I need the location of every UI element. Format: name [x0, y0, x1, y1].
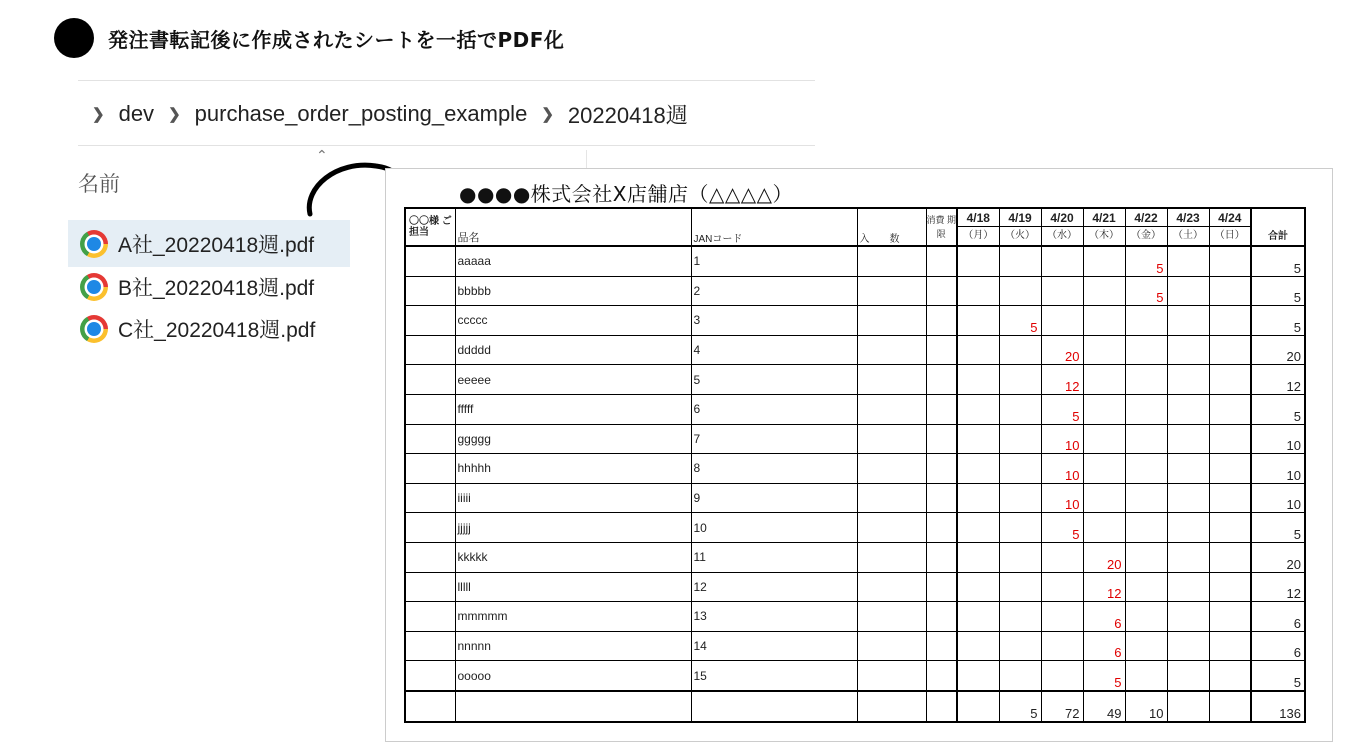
cell-quantity-per-case: [857, 454, 926, 484]
cell-empty: [857, 691, 926, 722]
table-row: [405, 483, 1305, 513]
table-row: [405, 513, 1305, 543]
cell-item-name: ooooo: [455, 661, 691, 691]
cell-day-quantity: [1167, 542, 1209, 572]
cell-day-quantity: [1083, 454, 1125, 484]
cell-expiry: [926, 335, 957, 365]
cell-day-quantity: [957, 631, 999, 661]
cell-tanto: [405, 365, 455, 395]
cell-day-quantity: [1083, 335, 1125, 365]
table-row: [405, 246, 1305, 276]
cell-day-quantity: [1041, 246, 1083, 276]
cell-day-quantity: [1125, 454, 1167, 484]
file-name: A社_20220418週.pdf: [118, 233, 315, 257]
bullet-dot-icon: [54, 18, 94, 58]
cell-day-quantity: 5: [1083, 661, 1125, 691]
cell-day-quantity: [957, 306, 999, 336]
cell-tanto: [405, 542, 455, 572]
cell-day-quantity: [1209, 246, 1251, 276]
cell-day-quantity: 10: [1041, 483, 1083, 513]
cell-day-quantity: [1167, 335, 1209, 365]
chevron-right-icon: ❯: [168, 106, 181, 123]
cell-day-quantity: [999, 483, 1041, 513]
cell-tanto: [405, 424, 455, 454]
cell-row-total: 5: [1251, 276, 1305, 306]
cell-day-total: 10: [1125, 691, 1167, 722]
cell-day-quantity: [999, 424, 1041, 454]
cell-tanto: [405, 483, 455, 513]
cell-expiry: [926, 424, 957, 454]
document-title: ●●●●株式会社X店舗店（△△△△）: [459, 182, 794, 206]
cell-tanto: [405, 306, 455, 336]
cell-expiry: [926, 306, 957, 336]
cell-day-quantity: [1125, 513, 1167, 543]
column-header-name[interactable]: 名前: [78, 172, 120, 196]
cell-day-quantity: [1167, 483, 1209, 513]
cell-quantity-per-case: [857, 335, 926, 365]
cell-tanto: [405, 513, 455, 543]
header-jan-code: JANコード: [691, 208, 857, 246]
cell-day-quantity: [1083, 424, 1125, 454]
cell-day-quantity: 12: [1083, 572, 1125, 602]
table-row: [405, 394, 1305, 424]
cell-day-quantity: [957, 483, 999, 513]
cell-day-quantity: 5: [999, 306, 1041, 336]
header-item-name: 品名: [455, 208, 691, 246]
table-row: [405, 365, 1305, 395]
cell-item-name: jjjjj: [455, 513, 691, 543]
breadcrumb-item-week[interactable]: 20220418週: [567, 102, 688, 128]
table-row: [405, 276, 1305, 306]
header-date: 4/20 （水）: [1041, 208, 1083, 246]
cell-row-total: 6: [1251, 602, 1305, 632]
cell-tanto: [405, 394, 455, 424]
cell-tanto: [405, 572, 455, 602]
table-row: [405, 454, 1305, 484]
cell-tanto: [405, 276, 455, 306]
cell-quantity-per-case: [857, 483, 926, 513]
cell-day-quantity: [1209, 661, 1251, 691]
cell-day-quantity: [1209, 513, 1251, 543]
cell-day-quantity: 10: [1041, 424, 1083, 454]
cell-item-name: kkkkk: [455, 542, 691, 572]
file-item[interactable]: [68, 264, 350, 309]
cell-day-quantity: 12: [1041, 365, 1083, 395]
cell-quantity-per-case: [857, 513, 926, 543]
file-name: B社_20220418週.pdf: [118, 276, 315, 300]
cell-day-quantity: [999, 394, 1041, 424]
cell-day-quantity: [957, 424, 999, 454]
cell-expiry: [926, 365, 957, 395]
cell-day-quantity: [1083, 483, 1125, 513]
cell-jan-code: 5: [691, 365, 857, 395]
cell-day-quantity: [1209, 572, 1251, 602]
cell-jan-code: 8: [691, 454, 857, 484]
file-name: C社_20220418週.pdf: [118, 318, 316, 342]
header-date: 4/23 （土）: [1167, 208, 1209, 246]
purchase-order-table: [404, 207, 1306, 723]
cell-item-name: lllll: [455, 572, 691, 602]
cell-day-quantity: [1167, 365, 1209, 395]
cell-day-quantity: [1167, 306, 1209, 336]
cell-expiry: [926, 483, 957, 513]
cell-item-name: ggggg: [455, 424, 691, 454]
cell-day-quantity: [1209, 454, 1251, 484]
cell-jan-code: 11: [691, 542, 857, 572]
cell-quantity-per-case: [857, 631, 926, 661]
cell-day-quantity: [999, 572, 1041, 602]
breadcrumb-item-project[interactable]: purchase_order_posting_example: [194, 101, 528, 126]
cell-quantity-per-case: [857, 572, 926, 602]
cell-day-quantity: [1167, 246, 1209, 276]
cell-day-quantity: [1209, 602, 1251, 632]
cell-day-total: [1167, 691, 1209, 722]
cell-quantity-per-case: [857, 365, 926, 395]
cell-expiry: [926, 513, 957, 543]
cell-day-quantity: [1209, 424, 1251, 454]
cell-expiry: [926, 602, 957, 632]
cell-day-quantity: [1209, 483, 1251, 513]
cell-day-quantity: [1041, 276, 1083, 306]
cell-jan-code: 14: [691, 631, 857, 661]
cell-row-total: 12: [1251, 365, 1305, 395]
cell-day-quantity: [1125, 365, 1167, 395]
cell-day-quantity: [1125, 572, 1167, 602]
cell-day-quantity: [1125, 335, 1167, 365]
cell-item-name: ddddd: [455, 335, 691, 365]
cell-day-total: 49: [1083, 691, 1125, 722]
cell-day-quantity: [1125, 424, 1167, 454]
cell-day-quantity: [1167, 513, 1209, 543]
breadcrumb-item-dev[interactable]: dev: [118, 101, 155, 126]
table-row: [405, 306, 1305, 336]
cell-day-quantity: [1041, 306, 1083, 336]
cell-row-total: 5: [1251, 394, 1305, 424]
table-row: [405, 602, 1305, 632]
cell-item-name: ccccc: [455, 306, 691, 336]
cell-quantity-per-case: [857, 424, 926, 454]
cell-day-quantity: [1083, 306, 1125, 336]
cell-day-quantity: [957, 335, 999, 365]
cell-day-quantity: [1083, 394, 1125, 424]
cell-quantity-per-case: [857, 602, 926, 632]
cell-expiry: [926, 394, 957, 424]
chrome-icon: [80, 315, 108, 343]
cell-row-total: 5: [1251, 513, 1305, 543]
explorer-divider: [78, 145, 815, 146]
cell-row-total: 6: [1251, 631, 1305, 661]
cell-expiry: [926, 572, 957, 602]
cell-quantity-per-case: [857, 394, 926, 424]
cell-day-quantity: [999, 454, 1041, 484]
cell-day-quantity: [999, 513, 1041, 543]
cell-jan-code: 3: [691, 306, 857, 336]
cell-day-quantity: [957, 661, 999, 691]
cell-day-quantity: [1209, 276, 1251, 306]
cell-day-total: [957, 691, 999, 722]
cell-day-quantity: [999, 602, 1041, 632]
cell-day-quantity: 20: [1083, 542, 1125, 572]
cell-day-quantity: 5: [1125, 276, 1167, 306]
cell-jan-code: 15: [691, 661, 857, 691]
cell-row-total: 20: [1251, 542, 1305, 572]
cell-day-quantity: [1083, 246, 1125, 276]
section-heading: [54, 18, 564, 58]
cell-day-quantity: [1125, 483, 1167, 513]
cell-day-quantity: [957, 246, 999, 276]
table-row: [405, 542, 1305, 572]
cell-item-name: fffff: [455, 394, 691, 424]
cell-row-total: 10: [1251, 424, 1305, 454]
cell-grand-total: 136: [1251, 691, 1305, 722]
cell-jan-code: 1: [691, 246, 857, 276]
cell-day-quantity: [1083, 513, 1125, 543]
cell-day-quantity: [957, 394, 999, 424]
cell-day-quantity: [999, 365, 1041, 395]
cell-jan-code: 7: [691, 424, 857, 454]
cell-expiry: [926, 454, 957, 484]
cell-day-total: 5: [999, 691, 1041, 722]
cell-row-total: 10: [1251, 483, 1305, 513]
cell-item-name: mmmmm: [455, 602, 691, 632]
cell-day-quantity: [1041, 542, 1083, 572]
cell-day-quantity: [999, 542, 1041, 572]
header-date: 4/19 （火）: [999, 208, 1041, 246]
cell-quantity-per-case: [857, 306, 926, 336]
cell-day-quantity: [1083, 365, 1125, 395]
cell-day-quantity: 5: [1041, 394, 1083, 424]
cell-row-total: 5: [1251, 661, 1305, 691]
cell-quantity-per-case: [857, 276, 926, 306]
table-row: [405, 335, 1305, 365]
cell-day-quantity: [1125, 306, 1167, 336]
cell-jan-code: 9: [691, 483, 857, 513]
cell-day-quantity: [1083, 276, 1125, 306]
cell-tanto: [405, 602, 455, 632]
chrome-icon: [80, 230, 108, 258]
cell-day-quantity: [1041, 631, 1083, 661]
cell-quantity-per-case: [857, 661, 926, 691]
cell-row-total: 10: [1251, 454, 1305, 484]
cell-item-name: nnnnn: [455, 631, 691, 661]
cell-day-total: [1209, 691, 1251, 722]
cell-empty: [455, 691, 691, 722]
cell-day-quantity: [1167, 394, 1209, 424]
cell-row-total: 5: [1251, 306, 1305, 336]
cell-day-quantity: [1167, 424, 1209, 454]
cell-expiry: [926, 276, 957, 306]
cell-item-name: iiiii: [455, 483, 691, 513]
sort-ascending-icon[interactable]: ⌃: [316, 148, 328, 164]
totals-row: [405, 691, 1305, 722]
cell-day-quantity: 10: [1041, 454, 1083, 484]
cell-quantity-per-case: [857, 542, 926, 572]
cell-jan-code: 12: [691, 572, 857, 602]
cell-day-quantity: [1209, 335, 1251, 365]
cell-tanto: [405, 335, 455, 365]
cell-day-quantity: [999, 246, 1041, 276]
cell-day-quantity: 5: [1041, 513, 1083, 543]
cell-day-quantity: [1167, 454, 1209, 484]
cell-jan-code: 13: [691, 602, 857, 632]
cell-item-name: bbbbb: [455, 276, 691, 306]
cell-day-quantity: [1209, 631, 1251, 661]
cell-jan-code: 4: [691, 335, 857, 365]
cell-empty: [691, 691, 857, 722]
header-tanto: 〇〇様 ご担当: [405, 208, 455, 246]
cell-jan-code: 2: [691, 276, 857, 306]
cell-tanto: [405, 454, 455, 484]
cell-expiry: [926, 246, 957, 276]
cell-item-name: hhhhh: [455, 454, 691, 484]
header-date: 4/24 （日）: [1209, 208, 1251, 246]
cell-day-quantity: [1125, 394, 1167, 424]
cell-jan-code: 10: [691, 513, 857, 543]
cell-day-total: 72: [1041, 691, 1083, 722]
cell-day-quantity: [1209, 394, 1251, 424]
cell-day-quantity: [1041, 572, 1083, 602]
table-row: [405, 661, 1305, 691]
cell-empty: [926, 691, 957, 722]
header-date: 4/22 （金）: [1125, 208, 1167, 246]
cell-day-quantity: [1125, 631, 1167, 661]
cell-day-quantity: [957, 602, 999, 632]
cell-expiry: [926, 631, 957, 661]
cell-expiry: [926, 542, 957, 572]
chrome-icon: [80, 273, 108, 301]
cell-day-quantity: [957, 572, 999, 602]
cell-item-name: eeeee: [455, 365, 691, 395]
cell-day-quantity: 6: [1083, 602, 1125, 632]
cell-day-quantity: [999, 631, 1041, 661]
cell-day-quantity: [1167, 631, 1209, 661]
table-row: [405, 424, 1305, 454]
cell-day-quantity: [1125, 602, 1167, 632]
cell-row-total: 12: [1251, 572, 1305, 602]
chevron-right-icon: ❯: [92, 106, 105, 123]
cell-day-quantity: [957, 513, 999, 543]
cell-day-quantity: [1167, 602, 1209, 632]
cell-jan-code: 6: [691, 394, 857, 424]
cell-day-quantity: [1041, 661, 1083, 691]
chevron-right-icon: ❯: [541, 106, 554, 123]
cell-day-quantity: [1209, 365, 1251, 395]
cell-day-quantity: [1167, 276, 1209, 306]
file-list: [68, 220, 350, 351]
heading-text: 発注書転記後に作成されたシートを一括でPDF化: [108, 27, 565, 52]
cell-day-quantity: [1209, 542, 1251, 572]
cell-day-quantity: [1125, 661, 1167, 691]
cell-day-quantity: [1209, 306, 1251, 336]
table-header-row: [405, 208, 1305, 246]
cell-row-total: 5: [1251, 246, 1305, 276]
cell-quantity-per-case: [857, 246, 926, 276]
cell-day-quantity: [957, 454, 999, 484]
cell-day-quantity: [1167, 572, 1209, 602]
explorer-divider: [78, 80, 815, 81]
file-item[interactable]: [68, 306, 350, 351]
header-date: 4/18 （月）: [957, 208, 999, 246]
cell-day-quantity: 20: [1041, 335, 1083, 365]
cell-day-quantity: 5: [1125, 246, 1167, 276]
cell-day-quantity: [1167, 661, 1209, 691]
header-total: 合計: [1251, 208, 1305, 246]
cell-row-total: 20: [1251, 335, 1305, 365]
cell-tanto: [405, 246, 455, 276]
cell-tanto: [405, 661, 455, 691]
table-row: [405, 631, 1305, 661]
cell-day-quantity: [999, 661, 1041, 691]
header-quantity-per-case: 入 数: [857, 208, 926, 246]
cell-day-quantity: [957, 542, 999, 572]
cell-day-quantity: [999, 276, 1041, 306]
cell-day-quantity: [957, 276, 999, 306]
cell-expiry: [926, 661, 957, 691]
cell-day-quantity: [957, 365, 999, 395]
cell-day-quantity: 6: [1083, 631, 1125, 661]
cell-day-quantity: [1125, 542, 1167, 572]
file-item[interactable]: [68, 220, 350, 267]
cell-item-name: aaaaa: [455, 246, 691, 276]
header-expiry: 消費 期限: [926, 208, 957, 246]
cell-tanto: [405, 631, 455, 661]
header-date: 4/21 （木）: [1083, 208, 1125, 246]
breadcrumb: [90, 98, 688, 130]
cell-day-quantity: [999, 335, 1041, 365]
cell-empty: [405, 691, 455, 722]
cell-day-quantity: [1041, 602, 1083, 632]
table-row: [405, 572, 1305, 602]
